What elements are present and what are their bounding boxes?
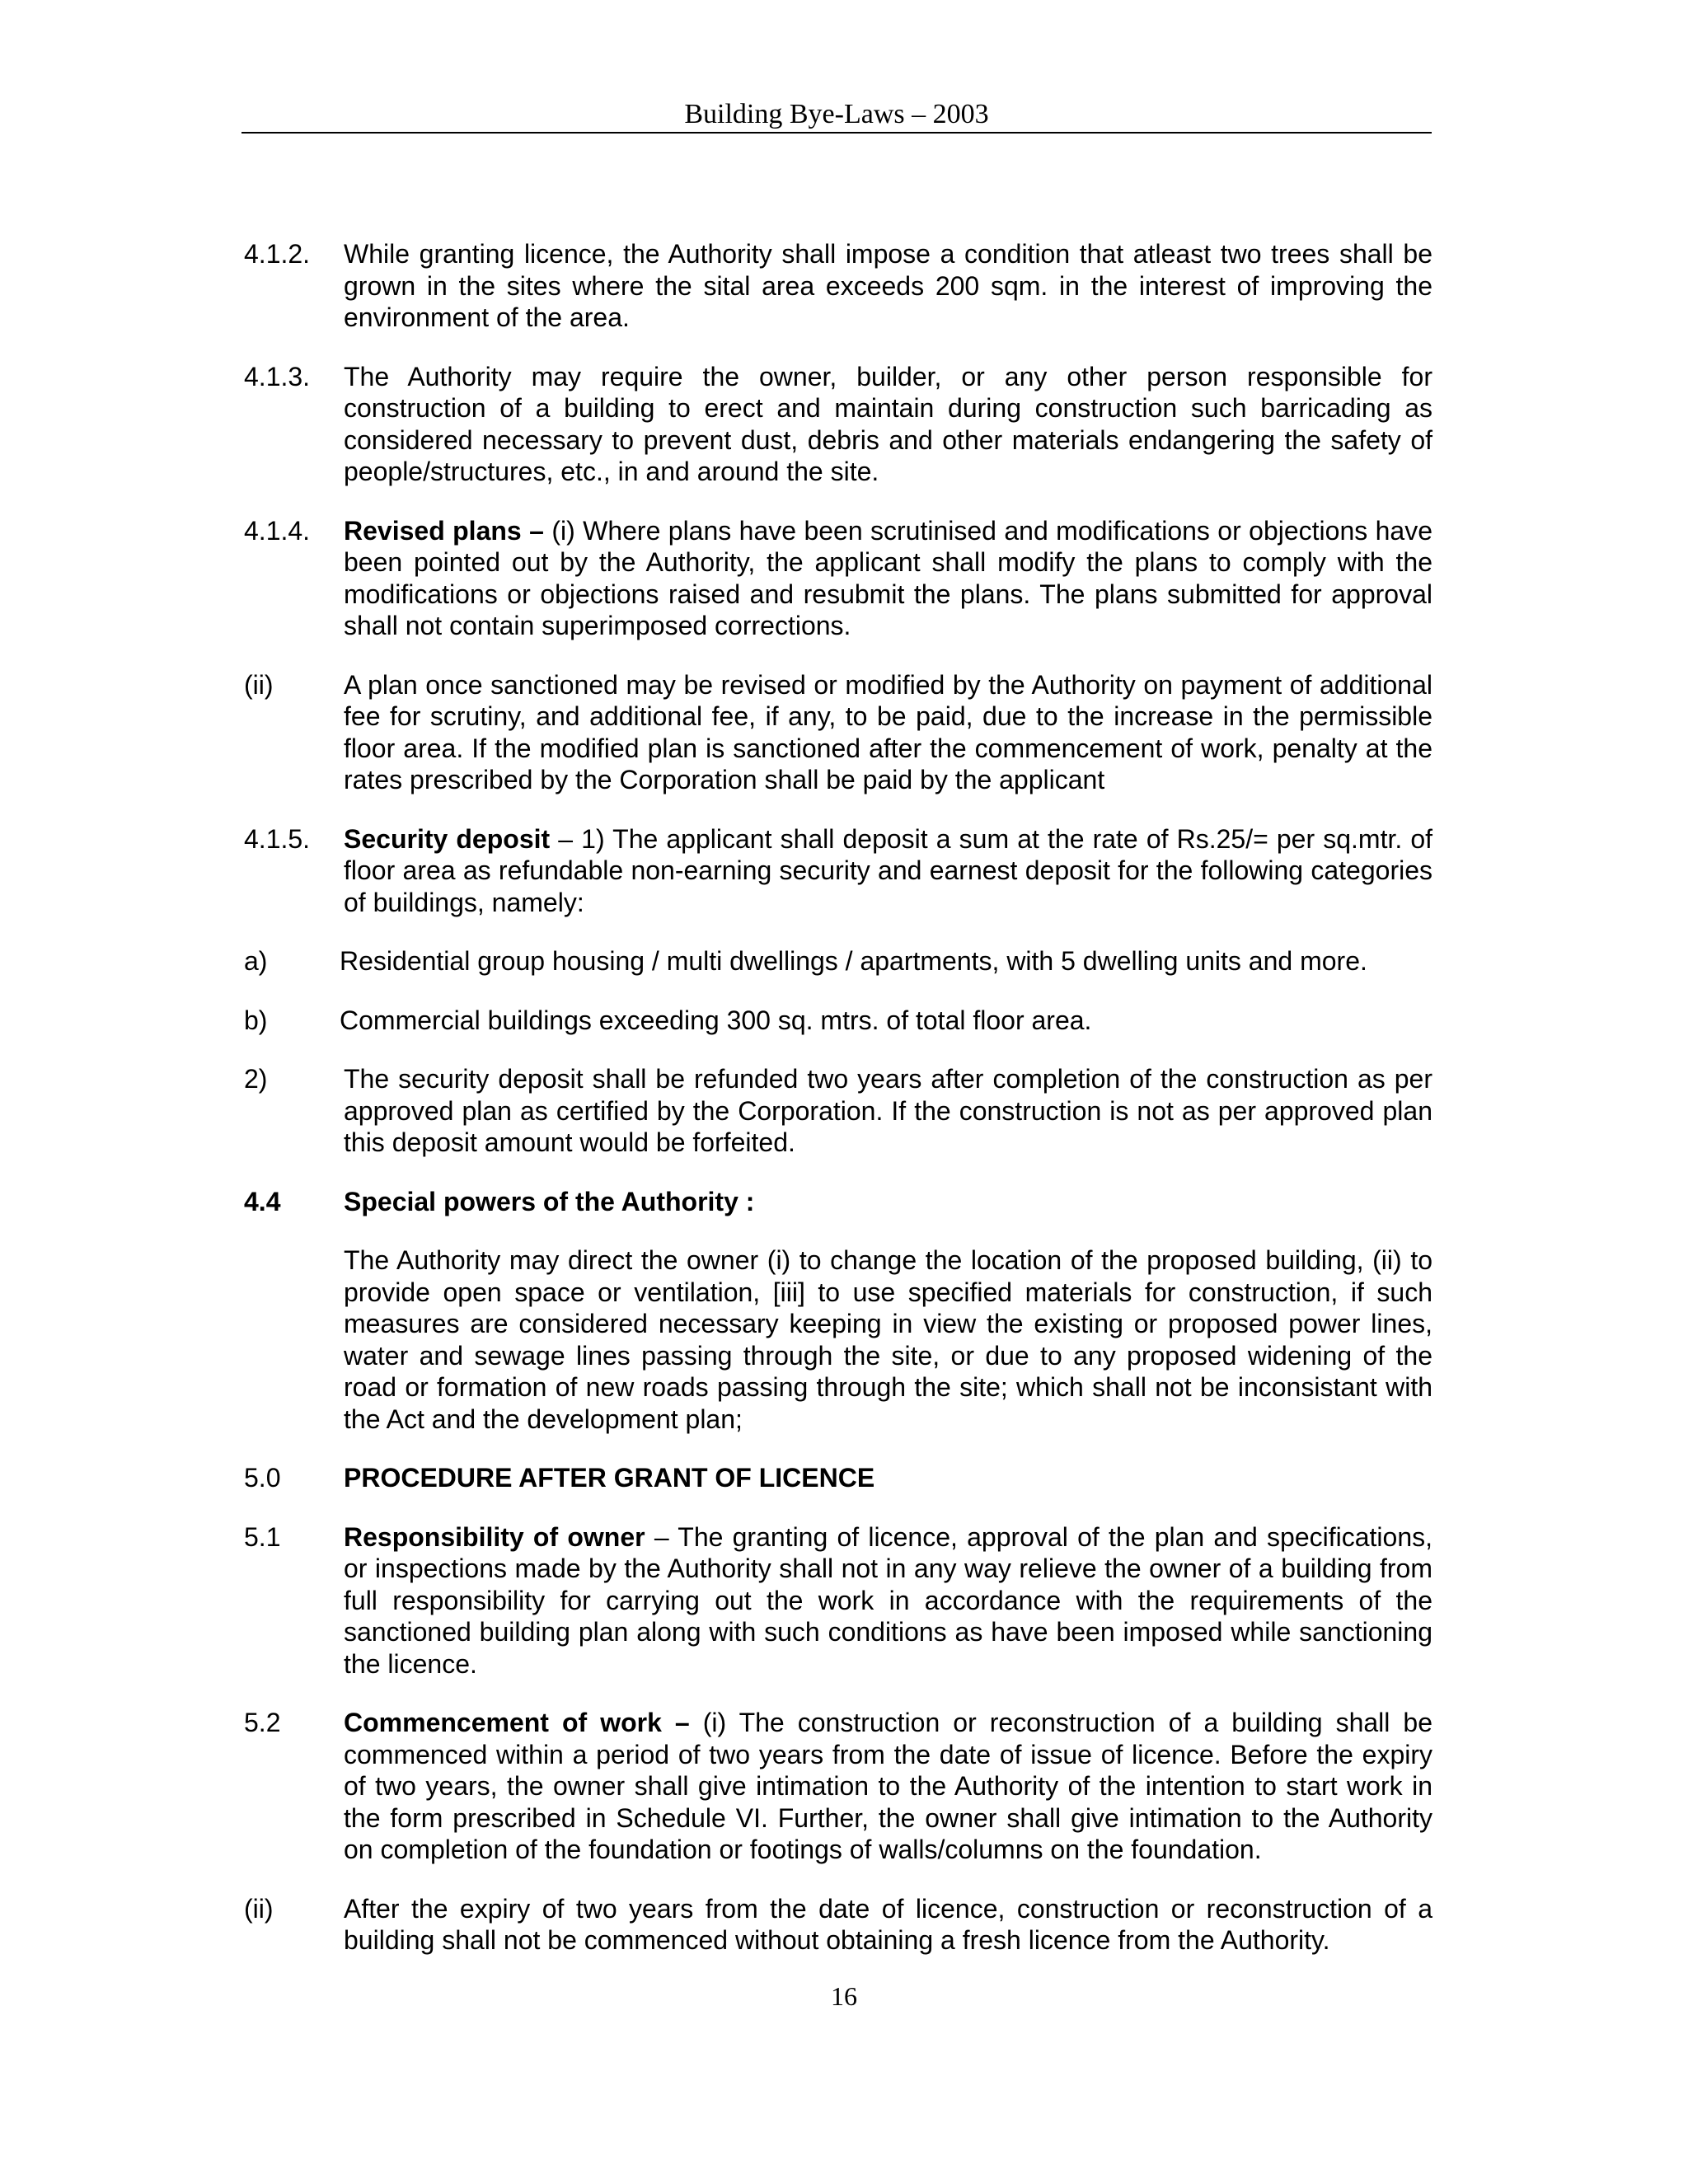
section-body <box>344 1521 1432 1680</box>
section-text: The Authority may direct the owner (i) to change the location of the proposed building, (ii) to provide open space or ventilation, [iii] to use specified materials for construction, if such measures are considered necessary keeping in view the existing or proposed power lines, water and sewage lines passing through the site, or due to any proposed widening of the road or formation of new roads passing through the site; which shall not be inconsistant with the Act and the development plan; <box>344 1245 1432 1434</box>
section-body <box>344 1707 1432 1866</box>
list-marker: b) <box>244 1005 268 1035</box>
document-body <box>244 238 1432 1984</box>
section-5-1 <box>244 1521 1432 1680</box>
list-item-text: The security deposit shall be refunded two years after completion of the construction as per approved plan as certified by the Corporation. If the construction is not as per approved plan this deposit amount would be forfeited. <box>344 1064 1432 1157</box>
section-text: The Authority may require the owner, builder, or any other person responsible for construction of a building to erect and maintain during construction such barricading as considered necessary to prevent dust, debris and other materials endangering the safety of people/structures, etc., in and around the site. <box>344 361 1432 486</box>
section-text: After the expiry of two years from the date of licence, construction or reconstruction of a building shall not be commenced without obtaining a fresh licence from the Authority. <box>344 1893 1432 1955</box>
section-number: 4.1.4. <box>244 515 311 546</box>
section-body <box>344 515 1432 642</box>
list-item-a <box>244 945 1432 977</box>
section-text: A plan once sanctioned may be revised or modified by the Authority on payment of additional fee for scrutiny, and additional fee, if any, to be paid, due to the increase in the permissible floor area. If the modified plan is sanctioned after the commencement of work, penalty at the rates prescribed by the Corporation shall be paid by the applicant <box>344 669 1432 794</box>
section-heading: Security deposit <box>344 823 551 854</box>
section-text: (i) The construction or reconstruction of a building shall be commenced within a period of two years from the date of issue of licence. Before the expiry of two years, the owner shall give intimation to the Authority of the intention to start work in the form prescribed in Schedule VI. Further, the owner shall give intimation to the Authority on completion of the foundation or footings of walls/columns on the foundation. <box>344 1708 1432 1864</box>
section-4-1-2 <box>244 238 1432 334</box>
list-item-b <box>244 1005 1432 1037</box>
section-text: – The granting of licence, approval of the plan and specifications, or inspections made by the Authority shall not in any way relieve the owner of a building from full responsibility for carrying out the work in accordance with the requirements of the sanctioned building plan along with such conditions as have been imposed while sanctioning the licence. <box>344 1521 1433 1679</box>
list-marker: a) <box>244 946 268 976</box>
page-number: 16 <box>831 1981 857 2011</box>
section-number: 5.1 <box>244 1521 281 1552</box>
list-marker: 2) <box>244 1064 268 1094</box>
section-5-2 <box>244 1707 1432 1866</box>
section-number: 4.1.3. <box>244 361 311 391</box>
section-body <box>344 823 1432 919</box>
section-4-4 <box>244 1186 1432 1218</box>
list-item-2 <box>244 1063 1432 1159</box>
section-heading: PROCEDURE AFTER GRANT OF LICENCE <box>344 1463 875 1493</box>
header-rule <box>241 132 1432 134</box>
section-4-1-3 <box>244 361 1432 488</box>
list-item-text: Residential group housing / multi dwellings / apartments, with 5 dwelling units and more. <box>340 946 1367 976</box>
section-4-1-5 <box>244 823 1432 919</box>
section-text: While granting licence, the Authority shall impose a condition that atleast two trees shall be grown in the sites where the sital area exceeds 200 sqm. in the interest of improving the environment of the area. <box>344 239 1432 332</box>
section-4-1-4 <box>244 515 1432 642</box>
section-heading: Revised plans – <box>344 515 544 546</box>
section-number: 4.4 <box>244 1186 281 1216</box>
section-heading: Special powers of the Authority : <box>344 1186 755 1216</box>
section-number: 4.1.2. <box>244 239 311 269</box>
section-number: 5.0 <box>244 1463 281 1493</box>
section-number: 5.2 <box>244 1708 281 1737</box>
section-4-1-4-ii <box>244 669 1432 796</box>
section-text: – 1) The applicant shall deposit a sum at the rate of Rs.25/= per sq.mtr. of floor area as refundable non-earning security and earnest deposit for the following categories of buildings, namely: <box>344 823 1433 917</box>
section-heading: Commencement of work – <box>344 1708 690 1737</box>
section-5-2-ii <box>244 1893 1432 1957</box>
section-5-0 <box>244 1462 1432 1494</box>
page-header: Building Bye-Laws – 2003 <box>684 99 989 129</box>
section-4-4-body <box>244 1244 1432 1435</box>
section-number: (ii) <box>244 669 274 700</box>
section-heading: Responsibility of owner <box>344 1521 645 1552</box>
section-text: (i) Where plans have been scrutinised and modifications or objections have been pointed out by the Authority, the applicant shall modify the plans to comply with the modifications or objections raised and resubmit the plans. The plans submitted for approval shall not contain superimposed corrections. <box>344 515 1433 640</box>
section-number: 4.1.5. <box>244 823 311 854</box>
list-item-text: Commercial buildings exceeding 300 sq. mtrs. of total floor area. <box>340 1005 1092 1035</box>
section-number: (ii) <box>244 1893 274 1924</box>
